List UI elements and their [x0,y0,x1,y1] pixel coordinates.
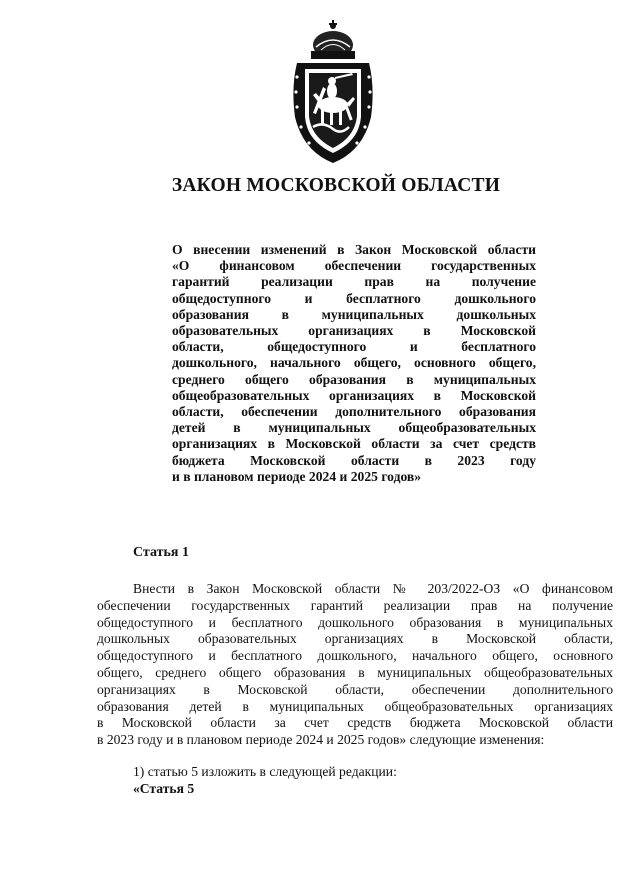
law-preamble [172,242,536,485]
amendment-item-1: 1) статью 5 изложить в следующей редакции: [133,764,397,779]
preamble-line: области, общедоступного и бесплатного [172,339,536,355]
body-line: общего, среднего общего образования в муниципальных общеобразовательных [97,664,613,680]
body-line: обеспечении государственных гарантий реализации прав на получение [97,597,613,613]
body-line: образования детей в муниципальных общеобразовательных организациях [97,698,613,714]
document-title: ЗАКОН МОСКОВСКОЙ ОБЛАСТИ [171,175,501,196]
body-line: общедоступного и бесплатного дошкольного образования в муниципальных [97,614,613,630]
article-1-body [97,581,613,749]
preamble-line: области, обеспечении дополнительного образования [172,404,536,420]
preamble-line: и в плановом периоде 2024 и 2025 годов» [172,468,422,484]
preamble-line: О внесении изменений в Закон Московской области [172,242,536,257]
preamble-line: общедоступного и бесплатного дошкольного [172,290,536,306]
preamble-line: общеобразовательных организациях в Московской [172,387,536,403]
article-5-heading: «Статья 5 [133,781,195,796]
coat-of-arms-icon [283,17,383,167]
preamble-line: образовательных организациях в Московской [172,323,536,339]
body-line: в 2023 году и в плановом периоде 2024 и 2025 годов» следующие изменения: [97,732,545,748]
preamble-line: дошкольного, начального общего, основного общего, [172,355,536,371]
preamble-line: гарантий реализации прав на получение [172,274,536,290]
preamble-line: организациях в Московской области за счет средств [172,436,536,452]
crown-icon [311,20,355,59]
preamble-line: образования в муниципальных дошкольных [172,306,536,322]
body-line: организациях в Московской области, обеспечении дополнительного [97,681,613,697]
preamble-line: детей в муниципальных общеобразовательных [172,420,536,436]
article-1-heading: Статья 1 [133,545,189,560]
body-line: в Московской области за счет средств бюджета Московской области [97,715,613,731]
body-line: дошкольных образовательных организациях в Московской области, [97,631,613,647]
body-line: общедоступного и бесплатного дошкольного, начального общего, основного [97,648,613,664]
preamble-line: бюджета Московской области в 2023 году [172,452,536,468]
preamble-line: «О финансовом обеспечении государственных [172,258,536,274]
preamble-line: среднего общего образования в муниципальных [172,371,536,387]
body-line: Внести в Закон Московской области № 203/2022-ОЗ «О финансовом [133,581,613,596]
